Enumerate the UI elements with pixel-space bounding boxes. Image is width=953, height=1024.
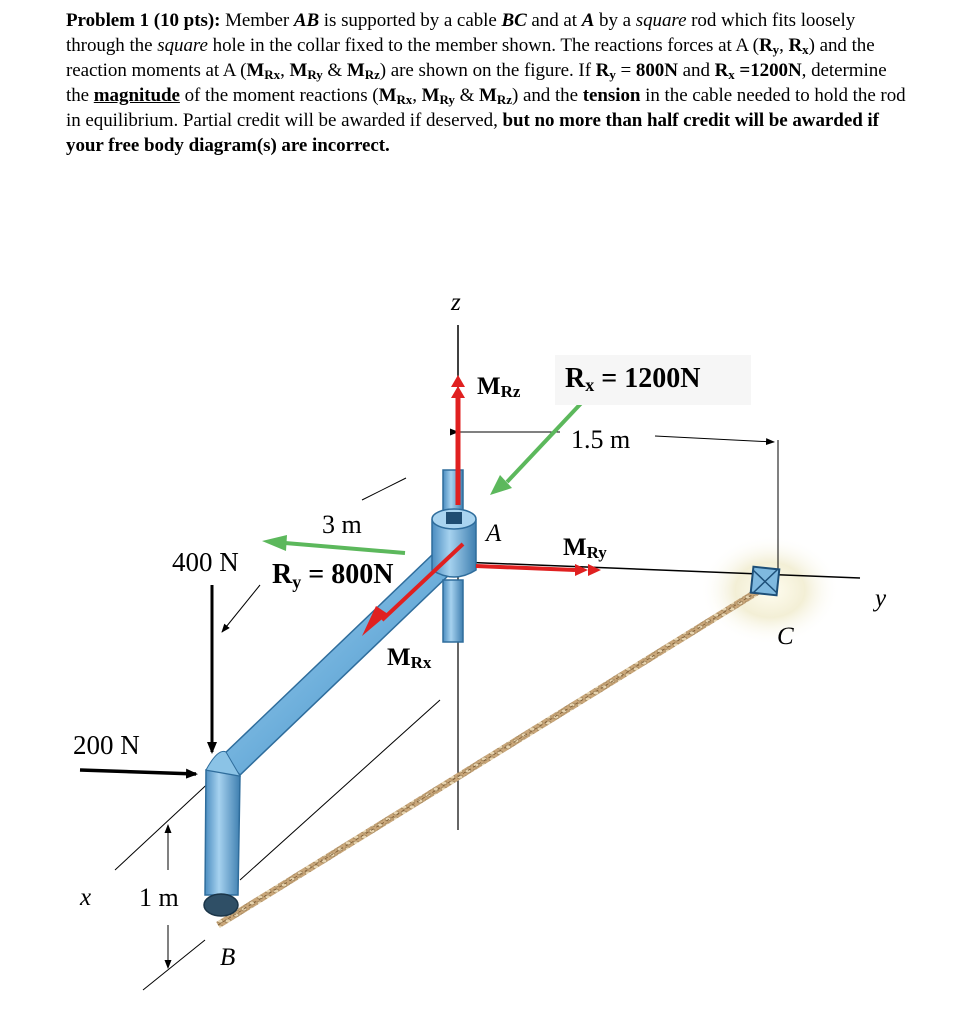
r-letter: R (595, 60, 610, 81)
mry-arrowhead (575, 564, 588, 576)
subscript: Rx (264, 67, 281, 82)
dim-1-label: 1 m (139, 883, 179, 912)
m-letter: M (479, 85, 497, 106)
subscript: y (609, 67, 616, 82)
subscript: x (802, 42, 809, 57)
square-word: square (157, 35, 208, 56)
text: , (412, 85, 422, 106)
text: . (385, 135, 390, 156)
point-a: A (581, 10, 595, 31)
ry-label (272, 559, 393, 592)
dim-b-line (143, 940, 205, 990)
mry-arrowhead (588, 564, 601, 576)
m-letter: M (346, 60, 365, 81)
dim-1-5-label: 1.5 m (571, 425, 631, 454)
dim-3-label: 3 m (322, 510, 362, 539)
dim-3-lower (222, 585, 260, 632)
collar-hole (446, 512, 462, 524)
warning-text: but no more than half credit will be awarded if your free body diagram(s) are incorrect (66, 110, 879, 156)
x-axis-label: x (80, 884, 92, 911)
text: and at (526, 10, 582, 31)
subscript: Ry (439, 92, 455, 107)
text: ) and the reaction moments at A ( (66, 35, 875, 81)
text: by a (594, 10, 636, 31)
force-400-label: 400 N (172, 547, 239, 577)
subscript: Ry (307, 67, 323, 82)
m-letter: M (421, 85, 440, 106)
subscript: Rx (410, 653, 432, 672)
text: and (677, 60, 715, 81)
ry-arrowhead (262, 535, 287, 551)
text: rod which fits loosely through the (66, 10, 856, 56)
r-letter: R (272, 559, 293, 590)
mrx-label (387, 644, 432, 672)
r-letter: R (565, 363, 586, 394)
member-ab: AB (293, 10, 320, 31)
rx-value: =1200N (734, 60, 802, 81)
square-rod-lower (443, 580, 463, 642)
m-letter: M (477, 373, 501, 400)
text: & (454, 85, 480, 106)
problem-title: Problem 1 (10 pts): (66, 10, 221, 31)
text: is supported by a cable (319, 10, 502, 31)
subscript: x (728, 67, 735, 82)
subscript: Rz (496, 92, 512, 107)
ry-arrow-shaft (285, 543, 405, 553)
subscript: x (585, 375, 595, 395)
text: in the cable needed to hold the rod in equilibrium. Partial credit will be awarded if deserved, (66, 85, 906, 131)
text: , (779, 35, 789, 56)
point-c-label: C (777, 623, 794, 650)
subscript: y (292, 572, 302, 592)
text: & (322, 60, 347, 81)
tension-word: tension (582, 85, 641, 106)
magnitude-word: magnitude (93, 85, 180, 106)
subscript: Ry (586, 543, 607, 562)
subscript: Rx (396, 92, 413, 107)
square-word: square (635, 10, 687, 31)
m-letter: M (387, 644, 411, 671)
y-axis-label: y (875, 585, 887, 612)
member-end-b (204, 894, 238, 916)
m-letter: M (563, 534, 587, 561)
mrz-arrowhead (451, 386, 465, 398)
force-200-label: 200 N (73, 730, 140, 760)
text: , determine the (66, 60, 887, 106)
ry-value: = 800N (301, 559, 394, 590)
rx-value: = 1200N (594, 363, 701, 394)
m-letter: M (246, 60, 265, 81)
m-letter: M (289, 60, 308, 81)
text: = (615, 60, 636, 81)
text: , (280, 60, 290, 81)
member-ab-vertical (205, 770, 240, 895)
mry-label (563, 534, 607, 562)
r-letter: R (714, 60, 729, 81)
subscript: Rz (364, 67, 380, 82)
dim-3-upper (362, 478, 406, 500)
r-letter: R (788, 35, 803, 56)
m-letter: M (378, 85, 397, 106)
text: ) and the (511, 85, 583, 106)
r-letter: R (758, 35, 773, 56)
ry-value: 800N (635, 60, 678, 81)
subscript: y (772, 42, 780, 57)
point-a-label: A (486, 520, 502, 547)
subscript: Rz (500, 382, 521, 401)
mrz-label (477, 373, 521, 401)
point-b-label: B (220, 944, 236, 971)
dim-1-5-right (655, 436, 774, 442)
text: hole in the collar fixed to the member shown. The reactions forces at A ( (207, 35, 759, 56)
z-axis-label: z (451, 289, 461, 316)
text: Member (220, 10, 294, 31)
mrz-arrowhead (451, 375, 465, 387)
text: of the moment reactions ( (179, 85, 379, 106)
text: ) are shown on the figure. If (379, 60, 596, 81)
cable-bc: BC (501, 10, 527, 31)
force-200-arrow (80, 770, 196, 774)
